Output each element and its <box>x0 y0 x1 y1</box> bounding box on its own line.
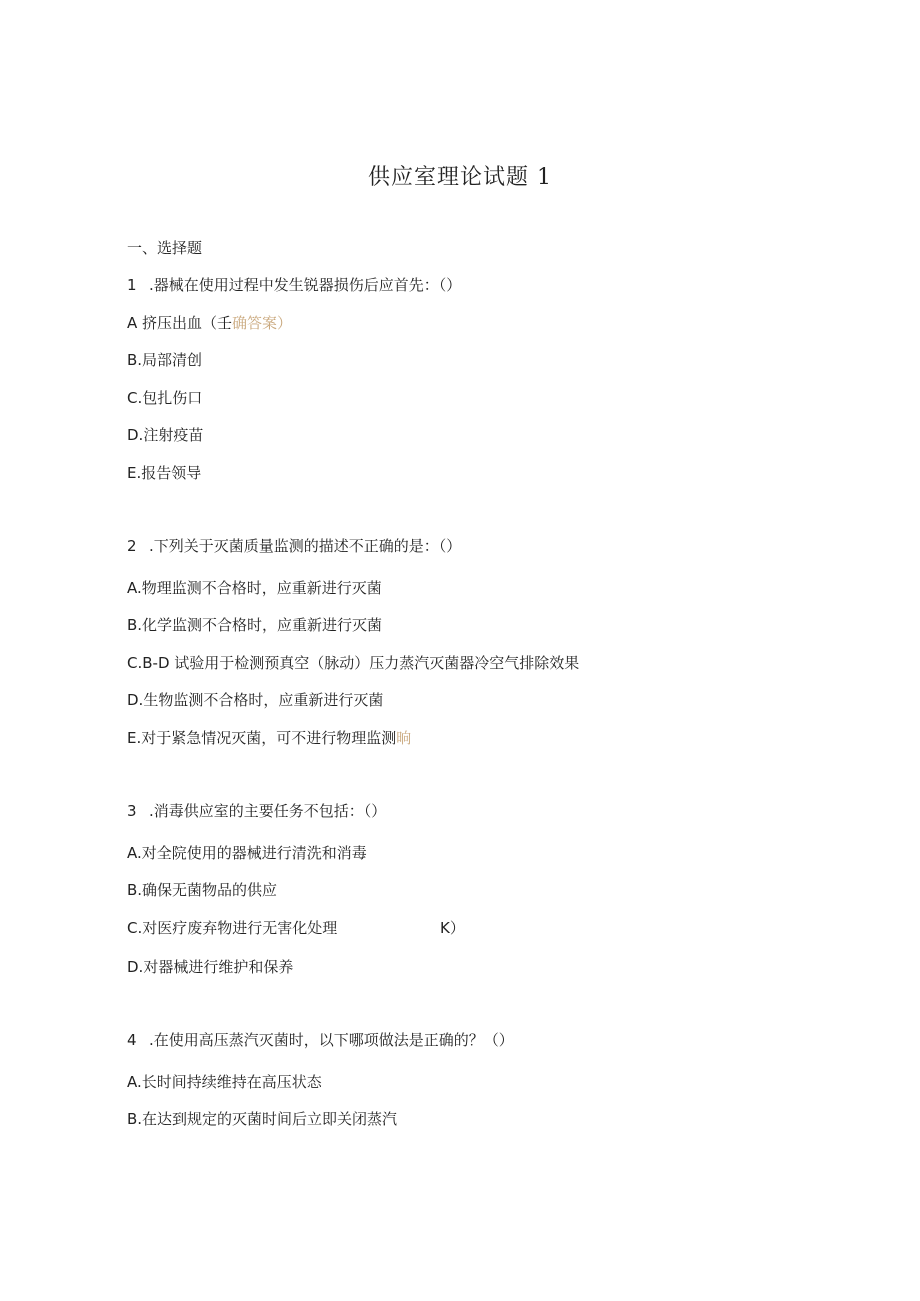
option-3d: D.对器械进行维护和保养 <box>127 958 294 976</box>
option-4b: B.在达到规定的灭菌时间后立即关闭蒸汽 <box>127 1110 398 1128</box>
question-number: 2 <box>127 537 137 555</box>
option-3b: B.确保无菌物品的供应 <box>127 881 278 899</box>
option-1a <box>127 313 292 333</box>
option-text: A 挤压出血（壬 <box>127 314 233 332</box>
question-text: .下列关于灭菌质量监测的描述不正确的是：（） <box>149 537 462 555</box>
question-1-stem <box>127 275 461 295</box>
question-3-stem <box>127 801 386 821</box>
question-2-stem <box>127 536 461 556</box>
question-number: 3 <box>127 802 137 820</box>
option-2d: D.生物监测不合格时，应重新进行灭菌 <box>127 691 384 709</box>
question-text: .消毒供应室的主要任务不包括：（） <box>149 802 387 820</box>
option-2e <box>127 728 411 748</box>
option-1c: C.包扎伤口 <box>127 389 203 407</box>
stray-annotation: 晌 <box>396 729 412 747</box>
document-title: 供应室理论试题 1 <box>368 165 552 190</box>
question-text: .在使用高压蒸汽灭菌时，以下哪项做法是正确的？（） <box>149 1031 514 1049</box>
question-4-stem <box>127 1030 514 1050</box>
option-3a: A.对全院使用的器械进行清洗和消毒 <box>127 844 367 862</box>
section-heading: 一、选择题 <box>127 239 203 257</box>
option-1b: B.局部清创 <box>127 351 203 369</box>
option-2a: A.物理监测不合格时，应重新进行灭菌 <box>127 579 382 597</box>
option-3c: C.对医疗废弃物进行无害化处理 <box>127 919 338 937</box>
option-4a: A.长时间持续维持在高压状态 <box>127 1073 322 1091</box>
option-text: E.对于紧急情况灭菌，可不进行物理监测 <box>127 729 397 747</box>
question-number: 1 <box>127 276 137 294</box>
option-1d: D.注射疫苗 <box>127 426 204 444</box>
option-1e: E.报告领导 <box>127 464 202 482</box>
option-2b: B.化学监测不合格时，应重新进行灭菌 <box>127 616 383 634</box>
question-text: .器械在使用过程中发生锐器损伤后应首先：（） <box>149 276 462 294</box>
stray-mark: K） <box>440 919 465 937</box>
question-number: 4 <box>127 1031 137 1049</box>
option-2c: C.B-D 试验用于检测预真空（脉动）压力蒸汽灭菌器冷空气排除效果 <box>127 654 580 672</box>
answer-annotation: 确答案） <box>232 314 293 332</box>
